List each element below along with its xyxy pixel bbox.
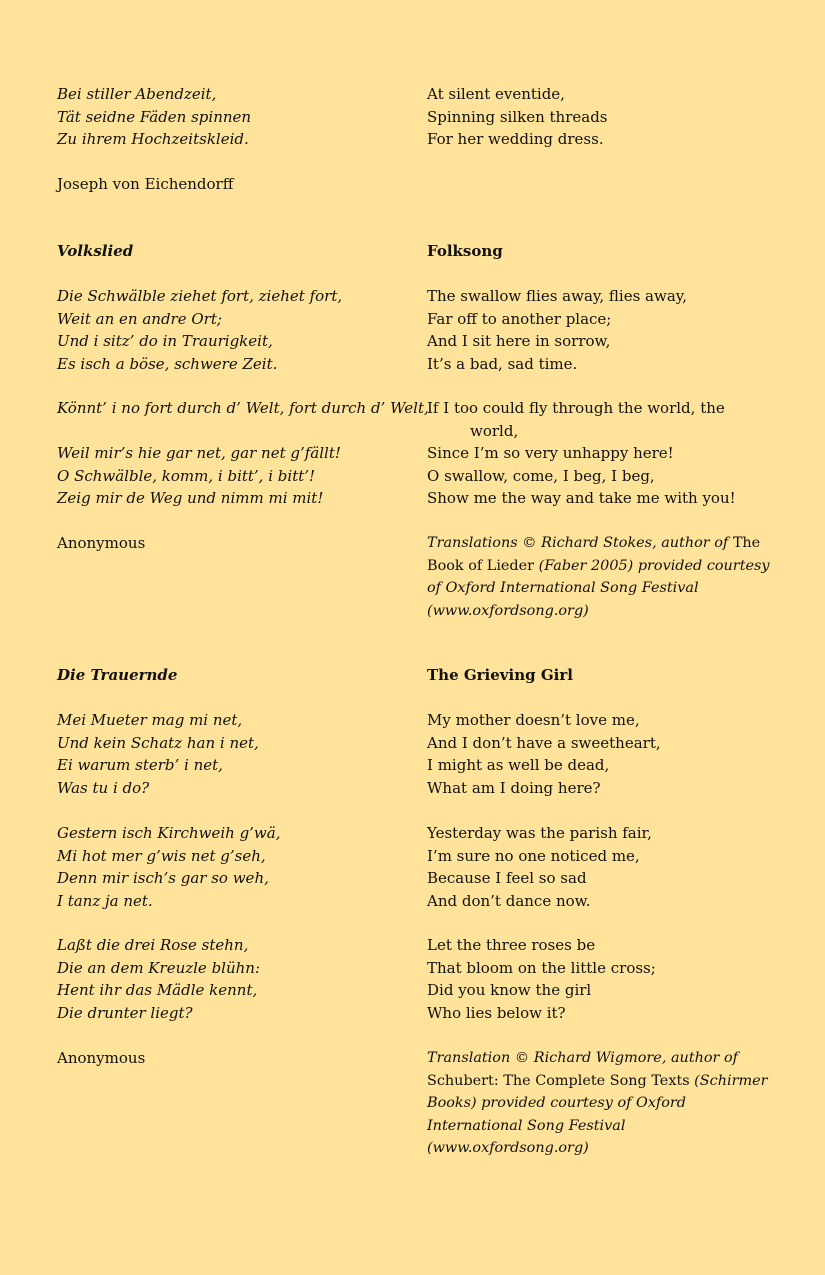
verse-line: Who lies below it? [427,1003,566,1022]
english-stanza-3 [427,442,787,510]
verse-line: Zeig mir de Weg und nimm mi mit! [57,489,324,507]
intro-german-stanza [57,83,417,151]
verse-line: O swallow, come, I beg, I beg, [427,466,655,485]
verse-line: Weit an en andre Ort; [57,309,222,328]
english-stanza-3 [427,934,787,1024]
verse-line: If I too could fly through the world, the [427,399,725,417]
verse-line: Gestern isch Kirchweih g’wä, [57,824,281,842]
author-line: Joseph von Eichendorff [57,175,234,193]
credit-part: Translations © Richard Stokes, author of [427,535,733,551]
verse-line: Und kein Schatz han i net, [57,733,259,752]
verse-line: Bei stiller Abendzeit, [57,85,217,103]
english-stanza-1 [427,285,787,375]
poet-name [57,532,417,555]
title-line: Volkslied [57,242,134,260]
verse-line: Es isch a böse, schwere Zeit. [57,354,278,373]
verse-line: Zu ihrem Hochzeitskleid. [57,130,249,148]
verse-line: What am I doing here? [427,778,601,797]
poet-name [57,173,417,196]
credit-text [427,1047,772,1160]
verse-line: It’s a bad, sad time. [427,354,578,373]
author-line: Anonymous [57,534,146,552]
verse-line: I tanz ja net. [57,891,153,910]
german-stanza-2 [57,397,429,420]
verse-line: Was tu i do? [57,778,150,797]
credit-part: (Schirmer Books) provided courtesy of Oxford International Song Festival (www.oxfordsong.org) [427,1072,768,1156]
verse-line: Did you know the girl [427,981,592,999]
book-title: Schubert: The Complete Song Texts [427,1072,690,1089]
verse-line: Die Schwälble ziehet fort, ziehet fort, [57,287,343,305]
song-title-german [57,240,417,263]
credit-part: Translation © Richard Wigmore, author of [427,1050,738,1066]
book-title: The Book of Lieder [427,535,761,574]
german-stanza-3 [57,442,417,510]
verse-line: At silent eventide, [427,85,565,103]
title-line: Folksong [427,242,503,260]
verse-line: Die drunter liegt? [57,1003,193,1022]
verse-line: And don’t dance now. [427,891,591,910]
verse-line: Yesterday was the parish fair, [427,824,652,842]
credit-text [427,532,772,622]
verse-line: For her wedding dress. [427,130,604,148]
verse-line: Since I’m so very unhappy here! [427,444,674,462]
german-stanza-1 [57,709,417,799]
author-line: Anonymous [57,1049,146,1067]
verse-line: Because I feel so sad [427,869,587,887]
english-stanza-1 [427,709,787,799]
poet-name [57,1047,417,1070]
german-stanza-3 [57,934,417,1024]
english-stanza-2 [427,822,787,912]
verse-line: Far off to another place; [427,309,612,328]
verse-line: Mi hot mer g’wis net g’seh, [57,846,266,865]
english-stanza-2 [427,397,787,442]
verse-line: Denn mir isch’s gar so weh, [57,869,269,887]
translation-credit [427,532,772,622]
german-stanza-2 [57,822,417,912]
verse-line: And I don’t have a sweetheart, [427,733,661,752]
verse-line: Mei Mueter mag mi net, [57,711,243,729]
verse-line: Show me the way and take me with you! [427,489,736,507]
verse-line: Die an dem Kreuzle blühn: [57,958,261,977]
verse-line: My mother doesn’t love me, [427,711,640,729]
song-title-german [57,664,417,687]
verse-line: Könnt’ i no fort durch d’ Welt, fort durch d’ Welt, [57,399,429,417]
verse-line: Weil mir’s hie gar net, gar net g’fällt! [57,444,341,462]
verse-line: Spinning silken threads [427,107,608,126]
song-title-english [427,664,787,687]
verse-line: Tät seidne Fäden spinnen [57,107,252,126]
verse-line: That bloom on the little cross; [427,958,656,977]
verse-line: The swallow flies away, flies away, [427,287,688,305]
german-stanza-1 [57,285,417,375]
intro-english-stanza [427,83,787,151]
song-title-english [427,240,787,263]
verse-line: And I sit here in sorrow, [427,332,611,350]
verse-line: I might as well be dead, [427,756,610,774]
translation-credit [427,1047,772,1160]
title-line: Die Trauernde [57,666,178,684]
verse-line: Und i sitz’ do in Traurigkeit, [57,332,273,350]
verse-line: Let the three roses be [427,936,596,954]
verse-line: Ei warum sterb’ i net, [57,756,223,774]
verse-line: Laßt die drei Rose stehn, [57,936,249,954]
verse-line: I’m sure no one noticed me, [427,846,640,865]
verse-line-continuation: world, [470,421,519,440]
credit-part: (Faber 2005) provided courtesy of Oxford International Song Festival (www.oxfordsong.org) [427,557,770,619]
verse-line: O Schwälble, komm, i bitt’, i bitt’! [57,466,316,485]
title-line: The Grieving Girl [427,666,573,684]
verse-line: Hent ihr das Mädle kennt, [57,981,258,999]
